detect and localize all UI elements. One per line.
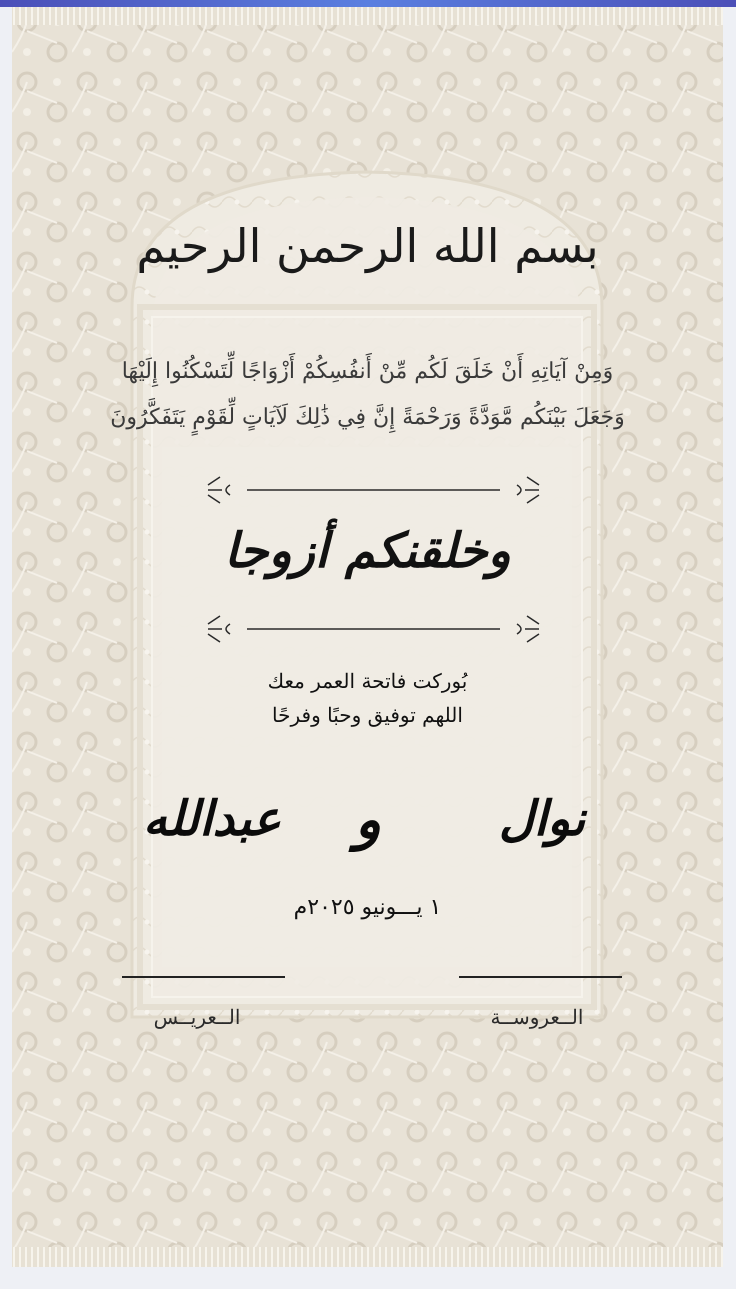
bride-name: نوال xyxy=(498,791,586,847)
bride-signature-label: الــعروســة xyxy=(490,1005,584,1029)
groom-signature-label: الــعريــس xyxy=(153,1005,241,1029)
quran-verse-line-1: وَمِنْ آيَاتِهِ أَنْ خَلَقَ لَكُم مِّنْ أَنفُسِكُمْ أَزْوَاجًا لِّتَسْكُنُوا إِلَيْهَا xyxy=(121,359,614,384)
blessing-line-1: بُوركت فاتحة العمر معك xyxy=(267,669,468,693)
invitation-card xyxy=(12,7,723,1267)
wedding-date: ١ يـــونيو ٢٠٢٥م xyxy=(293,895,442,920)
connector-waw: و xyxy=(354,787,382,851)
top-accent-bar xyxy=(0,0,736,7)
blessing-line-2: اللهم توفيق وحبًا وفرحًا xyxy=(272,703,463,727)
calligraphy-title: وخلقنكم أزوجا xyxy=(224,523,511,579)
quran-verse-line-2: وَجَعَلَ بَيْنَكُم مَّوَدَّةً وَرَحْمَةً إِنَّ فِي ذَٰلِكَ لَآيَاتٍ لِّقَوْمٍ يَتَفَكَّرُونَ xyxy=(110,405,625,430)
groom-name: عبدالله xyxy=(143,791,281,847)
basmala: بسم الله الرحمن الرحيم xyxy=(136,219,599,273)
